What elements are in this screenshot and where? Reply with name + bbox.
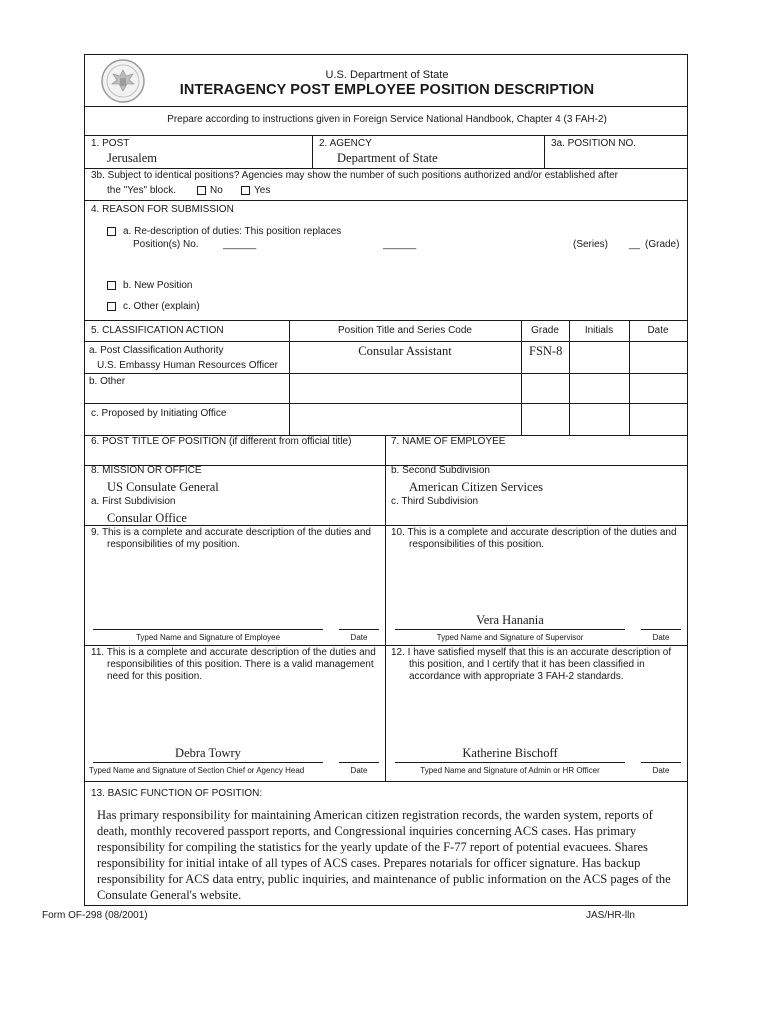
- employee-name-label: 7. NAME OF EMPLOYEE: [391, 436, 506, 447]
- supervisor-name[interactable]: Vera Hanania: [476, 613, 544, 627]
- statement-11-line1: 11. This is a complete and accurate description of the duties and: [91, 647, 376, 658]
- statement-9-line2: responsibilities of my position.: [107, 539, 240, 550]
- grade-label: (Grade): [645, 239, 680, 250]
- reason-heading: 4. REASON FOR SUBMISSION: [91, 204, 234, 215]
- post-value[interactable]: Jerusalem: [107, 151, 157, 165]
- mission-office-value[interactable]: US Consulate General: [107, 480, 219, 494]
- form-instructions: Prepare according to instructions given in Foreign Service National Handbook, Chapter 4 (3 FAH-2): [167, 114, 607, 125]
- admin-officer-date-line[interactable]: [641, 762, 681, 763]
- agency-label: 2. AGENCY: [319, 138, 372, 149]
- form-title: INTERAGENCY POST EMPLOYEE POSITION DESCRIPTION: [179, 82, 595, 98]
- admin-officer-date-caption: Date: [652, 766, 670, 775]
- position-title-value[interactable]: Consular Assistant: [358, 344, 452, 358]
- statement-12-line2: this position, and I certify that it has been classified in: [409, 659, 645, 670]
- form-number: Form OF-298 (08/2001): [42, 910, 148, 921]
- mission-office-label: 8. MISSION OR OFFICE: [91, 465, 202, 476]
- admin-officer-name[interactable]: Katherine Bischoff: [462, 746, 558, 760]
- date-column: Date: [647, 325, 669, 336]
- other-checkbox[interactable]: [107, 302, 116, 311]
- series-label: (Series): [573, 239, 609, 250]
- positions-no-label: Position(s) No.: [133, 239, 199, 250]
- position-no-blank[interactable]: ______: [223, 239, 257, 250]
- section-chief-signature-line[interactable]: [93, 762, 323, 763]
- basic-function-heading: 13. BASIC FUNCTION OF POSITION:: [91, 788, 263, 799]
- second-subdivision-label: b. Second Subdivision: [391, 465, 490, 476]
- section-chief-name[interactable]: Debra Towry: [175, 746, 241, 760]
- identical-positions-question: 3b. Subject to identical positions? Agencies may show the number of such positions authorized and/or established after: [91, 170, 618, 181]
- other-explain-label: c. Other (explain): [123, 301, 200, 312]
- no-label: No: [210, 185, 223, 196]
- statement-12-line1: 12. I have satisfied myself that this is an accurate description of: [391, 647, 672, 658]
- employee-signature-caption: Typed Name and Signature of Employee: [135, 633, 281, 642]
- first-subdivision-label: a. First Subdivision: [91, 496, 176, 507]
- yes-label: Yes: [254, 185, 271, 196]
- embassy-hr-officer: U.S. Embassy Human Resources Officer: [97, 360, 278, 371]
- form-code: JAS/HR-lln: [586, 910, 635, 921]
- proposed-by-initiating-office: c. Proposed by Initiating Office: [91, 408, 227, 419]
- identical-positions-note: the "Yes" block.: [107, 185, 176, 196]
- series-blank[interactable]: ______: [383, 239, 417, 250]
- second-subdivision-value[interactable]: American Citizen Services: [409, 480, 543, 494]
- grade-blank[interactable]: __: [629, 239, 641, 250]
- redescription-label: a. Re-description of duties: This position replaces: [123, 226, 342, 237]
- agency-value[interactable]: Department of State: [337, 151, 438, 165]
- department-name: U.S. Department of State: [325, 69, 449, 81]
- grade-column: Grade: [531, 325, 559, 336]
- employee-signature-line[interactable]: [93, 629, 323, 630]
- new-position-checkbox[interactable]: [107, 281, 116, 290]
- section-chief-caption: Typed Name and Signature of Section Chief or Agency Head: [89, 766, 305, 775]
- post-title-label: 6. POST TITLE OF POSITION (if different from official title): [91, 436, 352, 447]
- new-position-label: b. New Position: [123, 280, 193, 291]
- initials-column: Initials: [584, 325, 614, 336]
- statement-10-line2: responsibilities of this position.: [409, 539, 545, 550]
- yes-checkbox[interactable]: [241, 186, 250, 195]
- statement-10-line1: 10. This is a complete and accurate description of the duties and: [391, 527, 677, 538]
- section-chief-date-line[interactable]: [339, 762, 379, 763]
- redescription-checkbox[interactable]: [107, 227, 116, 236]
- statement-11-line3: need for this position.: [107, 671, 203, 682]
- supervisor-signature-line[interactable]: [395, 629, 625, 630]
- post-label: 1. POST: [91, 138, 130, 149]
- third-subdivision-label: c. Third Subdivision: [391, 496, 479, 507]
- position-no-label: 3a. POSITION NO.: [551, 138, 637, 149]
- statement-9-line1: 9. This is a complete and accurate description of the duties and: [91, 527, 371, 538]
- supervisor-date-caption: Date: [652, 633, 670, 642]
- supervisor-date-line[interactable]: [641, 629, 681, 630]
- post-classification-authority: a. Post Classification Authority: [89, 345, 224, 356]
- admin-officer-signature-line[interactable]: [395, 762, 625, 763]
- position-title-column: Position Title and Series Code: [338, 325, 472, 336]
- classification-heading: 5. CLASSIFICATION ACTION: [91, 325, 224, 336]
- position-description-form: [84, 54, 688, 906]
- first-subdivision-value[interactable]: Consular Office: [107, 511, 187, 525]
- admin-officer-caption: Typed Name and Signature of Admin or HR Officer: [420, 766, 600, 775]
- other-classification-label: b. Other: [89, 376, 126, 387]
- statement-12-line3: accordance with appropriate 3 FAH-2 standards.: [409, 671, 624, 682]
- employee-date-caption: Date: [350, 633, 368, 642]
- section-chief-date-caption: Date: [350, 766, 368, 775]
- supervisor-signature-caption: Typed Name and Signature of Supervisor: [436, 633, 584, 642]
- statement-11-line2: responsibilities of this position. There is a valid management: [107, 659, 374, 670]
- no-checkbox[interactable]: [197, 186, 206, 195]
- employee-date-line[interactable]: [339, 629, 379, 630]
- basic-function-text[interactable]: Has primary responsibility for maintaining American citizen registration records, the warden system, reports of death, monthly recovered passport reports, and Congressional inquiries concerning ACS cases. Has primary responsibility for compiling the statistics for the yearly update of the F-77 report of potential evacuees. Shares responsibility for initial intake of all types of ACS cases. Prepares notarials for officer signature. Has backup responsibility for ACS data entry, public inquiries, and maintenance of public information on the ACS pages of the Consulate General's website.: [97, 808, 671, 902]
- grade-value[interactable]: FSN-8: [529, 344, 563, 358]
